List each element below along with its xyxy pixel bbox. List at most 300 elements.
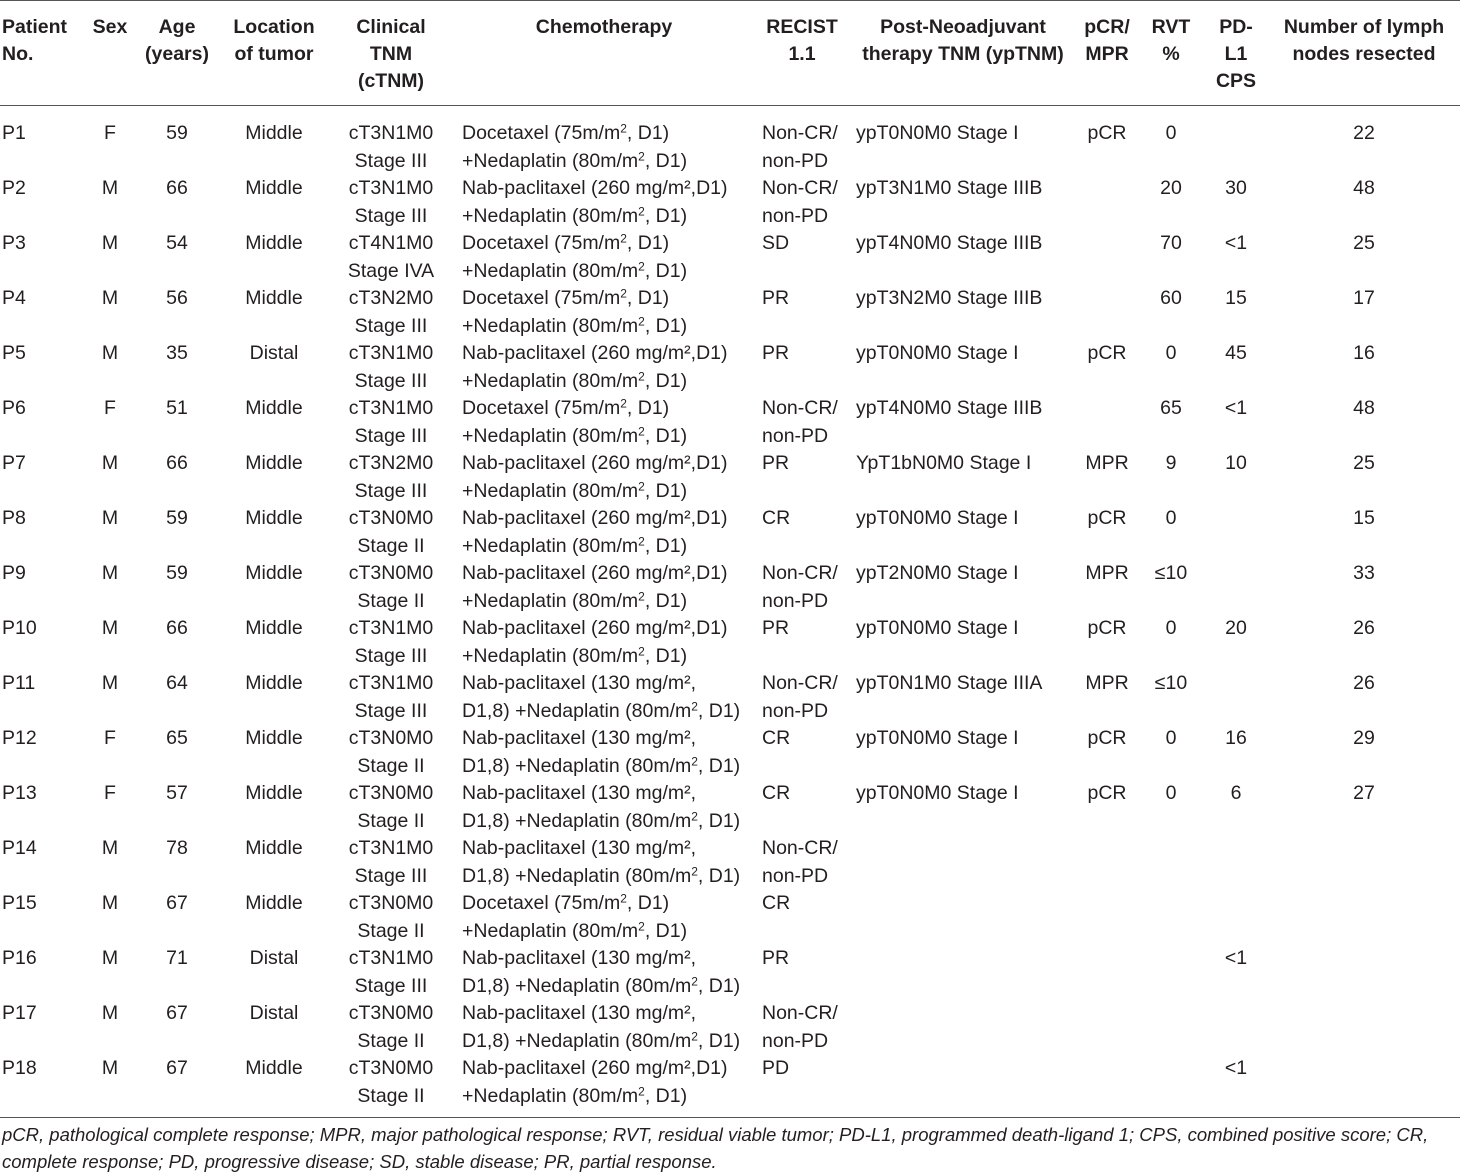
location-cell: Middle: [245, 507, 303, 529]
chemotherapy-line: [462, 835, 754, 863]
chemotherapy-line: [462, 368, 754, 396]
superscript: 2: [691, 863, 698, 878]
table-row: [0, 395, 1460, 450]
chemotherapy-text: , D1): [697, 864, 741, 887]
superscript: 2: [638, 203, 645, 218]
chemotherapy-text: +Nedaplatin (80m/m: [462, 919, 639, 942]
superscript: 2: [638, 313, 645, 328]
superscript: 2: [620, 121, 627, 136]
chemotherapy-text: +Nedaplatin (80m/m: [462, 149, 639, 172]
patient-cell: P10: [2, 617, 37, 639]
recist-cell-line: non-PD: [762, 149, 829, 172]
recist-cell-line: Non-CR/: [762, 672, 838, 694]
chemotherapy-line: [462, 890, 754, 918]
recist-cell: [754, 175, 850, 230]
ctnm-cell: [328, 1055, 454, 1118]
age-cell: 67: [166, 1057, 188, 1079]
pdl1-cps-cell: [1204, 890, 1268, 945]
sex-cell: M: [101, 342, 119, 364]
ctnm-cell-line: Stage III: [354, 314, 428, 337]
patient-cell: P8: [2, 507, 26, 529]
pdl1-cps-cell: 16: [1225, 727, 1247, 749]
recist-cell-line: PR: [762, 452, 790, 474]
ctnm-cell: [328, 615, 454, 670]
chemotherapy-text: , D1): [644, 589, 688, 612]
ctnm-cell-line: cT3N0M0: [348, 892, 434, 914]
ctnm-cell-line: Stage II: [357, 919, 425, 942]
ctnm-cell-line: cT3N1M0: [348, 342, 434, 364]
recist-cell-line: non-PD: [762, 204, 829, 227]
chemotherapy-cell: [454, 505, 754, 560]
patient-cell: P7: [2, 452, 26, 474]
ctnm-cell-line: cT3N1M0: [348, 672, 434, 694]
patient-cell: P4: [2, 287, 26, 309]
sex-cell: F: [104, 727, 116, 749]
sex-cell: M: [101, 507, 119, 529]
column-header: Post-Neoadjuvant therapy TNM (ypTNM): [862, 16, 1064, 65]
pdl1-cps-cell: 30: [1225, 177, 1247, 199]
yptnm-cell: ypT3N1M0 Stage IIIB: [856, 177, 1043, 199]
chemotherapy-text: , D1): [626, 232, 670, 254]
chemotherapy-line: [462, 395, 754, 423]
patient-cell: P6: [2, 397, 26, 419]
chemotherapy-cell: [454, 230, 754, 285]
age-cell: 67: [166, 1002, 188, 1024]
ctnm-cell-line: cT3N2M0: [348, 452, 434, 474]
chemotherapy-text: Nab-paclitaxel (260 mg/m²,D1): [462, 177, 728, 199]
sex-cell: M: [101, 562, 119, 584]
rvt-cell: [1138, 1055, 1204, 1118]
sex-cell: F: [104, 782, 116, 804]
ctnm-cell: [328, 505, 454, 560]
recist-cell: [754, 505, 850, 560]
chemotherapy-text: , D1): [626, 287, 670, 309]
chemotherapy-cell: [454, 780, 754, 835]
table-row: [0, 505, 1460, 560]
ctnm-cell: [328, 835, 454, 890]
age-cell: 66: [166, 452, 188, 474]
recist-cell-line: Non-CR/: [762, 1002, 838, 1024]
chemotherapy-text: , D1): [644, 479, 688, 502]
chemotherapy-line: [462, 1000, 754, 1028]
recist-cell: [754, 1055, 850, 1118]
lymph-nodes-cell: 22: [1353, 122, 1375, 144]
ctnm-cell: [328, 395, 454, 450]
superscript: 2: [691, 808, 698, 823]
chemotherapy-line: [462, 643, 754, 671]
recist-cell-line: Non-CR/: [762, 837, 838, 859]
lymph-nodes-cell: 25: [1353, 452, 1375, 474]
chemotherapy-line: [462, 423, 754, 451]
sex-cell: M: [101, 1002, 119, 1024]
pdl1-cps-cell: <1: [1224, 947, 1248, 969]
rvt-cell: ≤10: [1154, 672, 1188, 694]
sex-cell: M: [101, 1057, 119, 1079]
chemotherapy-text: Docetaxel (75m/m: [462, 892, 621, 914]
ctnm-cell: [328, 560, 454, 615]
sex-cell: M: [101, 452, 119, 474]
recist-cell-line: PR: [762, 342, 790, 364]
pcr-mpr-cell: pCR: [1087, 727, 1127, 749]
pdl1-cps-cell: 45: [1225, 342, 1247, 364]
recist-cell-line: non-PD: [762, 699, 829, 722]
ctnm-cell-line: cT3N1M0: [348, 397, 434, 419]
chemotherapy-line: [462, 148, 754, 176]
pcr-mpr-cell: [1076, 890, 1138, 945]
sex-cell: M: [101, 617, 119, 639]
superscript: 2: [638, 478, 645, 493]
recist-cell: [754, 890, 850, 945]
chemotherapy-text: +Nedaplatin (80m/m: [462, 424, 639, 447]
lymph-nodes-cell: 48: [1353, 177, 1375, 199]
rvt-cell: 0: [1165, 727, 1177, 749]
pdl1-cps-cell: 10: [1225, 452, 1247, 474]
recist-cell: [754, 1000, 850, 1055]
chemotherapy-text: , D1): [626, 397, 670, 419]
recist-cell: [754, 945, 850, 1000]
recist-cell-line: Non-CR/: [762, 397, 838, 419]
pdl1-cps-cell: [1204, 560, 1268, 615]
lymph-nodes-cell: [1268, 945, 1460, 1000]
pcr-mpr-cell: pCR: [1087, 122, 1127, 144]
pcr-mpr-cell: pCR: [1087, 342, 1127, 364]
chemotherapy-text: , D1): [697, 699, 741, 722]
chemotherapy-cell: [454, 285, 754, 340]
ctnm-cell-line: Stage II: [357, 1029, 425, 1052]
rvt-cell: 0: [1165, 342, 1177, 364]
rvt-cell: [1138, 890, 1204, 945]
ctnm-cell-line: Stage III: [354, 369, 428, 392]
chemotherapy-line: [462, 505, 754, 533]
superscript: 2: [638, 643, 645, 658]
recist-cell-line: CR: [762, 727, 791, 749]
ctnm-cell-line: cT3N0M0: [348, 1002, 434, 1024]
yptnm-cell: ypT0N0M0 Stage I: [856, 617, 1019, 639]
recist-cell: [754, 670, 850, 725]
table-row: [0, 450, 1460, 505]
chemotherapy-text: Nab-paclitaxel (260 mg/m²,D1): [462, 617, 728, 639]
chemotherapy-line: [462, 560, 754, 588]
chemotherapy-cell: [454, 450, 754, 505]
table-row: [0, 615, 1460, 670]
age-cell: 65: [166, 727, 188, 749]
rvt-cell: 20: [1160, 177, 1182, 199]
yptnm-cell: ypT0N1M0 Stage IIIA: [856, 672, 1043, 694]
superscript: 2: [691, 698, 698, 713]
patient-cell: P5: [2, 342, 26, 364]
chemotherapy-text: +Nedaplatin (80m/m: [462, 644, 639, 667]
ctnm-cell: [328, 340, 454, 395]
superscript: 2: [691, 1028, 698, 1043]
superscript: 2: [638, 258, 645, 273]
chemotherapy-text: D1,8) +Nedaplatin (80m/m: [462, 864, 692, 887]
chemotherapy-text: D1,8) +Nedaplatin (80m/m: [462, 754, 692, 777]
chemotherapy-text: D1,8) +Nedaplatin (80m/m: [462, 809, 692, 832]
location-cell: Middle: [245, 1057, 303, 1079]
location-cell: Middle: [245, 672, 303, 694]
recist-cell: [754, 560, 850, 615]
sex-cell: M: [101, 837, 119, 859]
location-cell: Middle: [245, 122, 303, 144]
chemotherapy-line: [462, 753, 754, 781]
recist-cell-line: SD: [762, 232, 790, 254]
superscript: 2: [691, 753, 698, 768]
ctnm-cell-line: cT3N0M0: [348, 1057, 434, 1079]
chemotherapy-line: [462, 808, 754, 836]
ctnm-cell-line: Stage III: [354, 974, 428, 997]
chemotherapy-cell: [454, 175, 754, 230]
age-cell: 51: [166, 397, 188, 419]
chemotherapy-text: Nab-paclitaxel (260 mg/m²,D1): [462, 507, 728, 529]
chemotherapy-cell: [454, 615, 754, 670]
chemotherapy-cell: [454, 945, 754, 1000]
location-cell: Middle: [245, 397, 303, 419]
age-cell: 56: [166, 287, 188, 309]
chemotherapy-text: , D1): [644, 534, 688, 557]
pdl1-cps-cell: <1: [1224, 232, 1248, 254]
ctnm-cell-line: Stage II: [357, 754, 425, 777]
rvt-cell: 0: [1165, 507, 1177, 529]
recist-cell: [754, 106, 850, 176]
ctnm-cell: [328, 945, 454, 1000]
rvt-cell: [1138, 835, 1204, 890]
patient-cell: P15: [2, 892, 37, 914]
lymph-nodes-cell: 33: [1353, 562, 1375, 584]
pcr-mpr-cell: [1076, 395, 1138, 450]
sex-cell: M: [101, 287, 119, 309]
chemotherapy-text: Nab-paclitaxel (260 mg/m²,D1): [462, 342, 728, 364]
patient-cell: P14: [2, 837, 37, 859]
column-header: Chemotherapy: [535, 16, 673, 38]
location-cell: Middle: [245, 617, 303, 639]
table-row: [0, 725, 1460, 780]
patient-cell: P9: [2, 562, 26, 584]
rvt-cell: [1138, 1000, 1204, 1055]
ctnm-cell-line: Stage III: [354, 424, 428, 447]
ctnm-cell-line: cT3N1M0: [348, 617, 434, 639]
chemotherapy-text: D1,8) +Nedaplatin (80m/m: [462, 1029, 692, 1052]
recist-cell: [754, 615, 850, 670]
column-header: pCR/ MPR: [1084, 16, 1130, 65]
patient-cell: P18: [2, 1057, 37, 1079]
table-row: [0, 340, 1460, 395]
rvt-cell: [1138, 945, 1204, 1000]
chemotherapy-text: D1,8) +Nedaplatin (80m/m: [462, 974, 692, 997]
pdl1-cps-cell: [1204, 1000, 1268, 1055]
recist-cell: [754, 780, 850, 835]
chemotherapy-text: Nab-paclitaxel (130 mg/m²,: [462, 1002, 697, 1024]
chemotherapy-line: [462, 450, 754, 478]
pcr-mpr-cell: [1076, 1055, 1138, 1118]
superscript: 2: [638, 1083, 645, 1098]
location-cell: Middle: [245, 562, 303, 584]
chemotherapy-text: Nab-paclitaxel (260 mg/m²,D1): [462, 562, 728, 584]
chemotherapy-text: +Nedaplatin (80m/m: [462, 314, 639, 337]
chemotherapy-line: [462, 945, 754, 973]
chemotherapy-line: [462, 780, 754, 808]
pcr-mpr-cell: [1076, 230, 1138, 285]
location-cell: Middle: [245, 177, 303, 199]
lymph-nodes-cell: 48: [1353, 397, 1375, 419]
age-cell: 35: [166, 342, 188, 364]
pcr-mpr-cell: MPR: [1085, 562, 1129, 584]
pcr-mpr-cell: [1076, 285, 1138, 340]
pdl1-cps-cell: 15: [1225, 287, 1247, 309]
chemotherapy-text: , D1): [644, 644, 688, 667]
yptnm-cell: ypT2N0M0 Stage I: [856, 562, 1019, 584]
lymph-nodes-cell: 26: [1353, 672, 1375, 694]
chemotherapy-cell: [454, 670, 754, 725]
ctnm-cell: [328, 780, 454, 835]
chemotherapy-text: +Nedaplatin (80m/m: [462, 259, 639, 282]
chemotherapy-text: Nab-paclitaxel (130 mg/m²,: [462, 947, 697, 969]
ctnm-cell-line: Stage III: [354, 204, 428, 227]
pcr-mpr-cell: pCR: [1087, 617, 1127, 639]
ctnm-cell-line: Stage II: [357, 1084, 425, 1107]
chemotherapy-text: Docetaxel (75m/m: [462, 122, 621, 144]
ctnm-cell-line: Stage III: [354, 699, 428, 722]
rvt-cell: 60: [1160, 287, 1182, 309]
lymph-nodes-cell: [1268, 1000, 1460, 1055]
lymph-nodes-cell: 15: [1353, 507, 1375, 529]
chemotherapy-line: [462, 918, 754, 946]
chemotherapy-line: [462, 1028, 754, 1056]
chemotherapy-text: Nab-paclitaxel (130 mg/m²,: [462, 727, 697, 749]
yptnm-cell: ypT0N0M0 Stage I: [856, 727, 1019, 749]
column-header: Sex: [92, 16, 128, 38]
table-row: [0, 670, 1460, 725]
superscript: 2: [620, 231, 627, 246]
recist-cell: [754, 450, 850, 505]
ctnm-cell-line: Stage III: [354, 864, 428, 887]
chemotherapy-text: , D1): [644, 369, 688, 392]
table-row: [0, 106, 1460, 176]
pdl1-cps-cell: [1204, 670, 1268, 725]
superscript: 2: [620, 396, 627, 411]
table-header: [0, 1, 1460, 106]
chemotherapy-line: [462, 313, 754, 341]
pdl1-cps-cell: [1204, 106, 1268, 176]
ctnm-cell: [328, 1000, 454, 1055]
recist-cell-line: CR: [762, 892, 791, 914]
sex-cell: M: [101, 177, 119, 199]
chemotherapy-cell: [454, 560, 754, 615]
superscript: 2: [638, 368, 645, 383]
location-cell: Middle: [245, 782, 303, 804]
table-row: [0, 230, 1460, 285]
superscript: 2: [620, 891, 627, 906]
recist-cell: [754, 340, 850, 395]
age-cell: 71: [166, 947, 188, 969]
ctnm-cell-line: cT3N0M0: [348, 507, 434, 529]
chemotherapy-line: [462, 478, 754, 506]
recist-cell-line: PR: [762, 947, 790, 969]
recist-cell: [754, 725, 850, 780]
chemotherapy-text: Nab-paclitaxel (130 mg/m²,: [462, 782, 697, 804]
table-row: [0, 945, 1460, 1000]
superscript: 2: [638, 918, 645, 933]
column-header: RECIST 1.1: [766, 16, 838, 65]
rvt-cell: 0: [1165, 617, 1177, 639]
ctnm-cell-line: Stage IVA: [347, 259, 435, 282]
chemotherapy-line: [462, 230, 754, 258]
chemotherapy-line: [462, 340, 754, 368]
recist-cell-line: Non-CR/: [762, 177, 838, 199]
ctnm-cell-line: cT3N1M0: [348, 837, 434, 859]
column-header: Number of lymph nodes resected: [1283, 16, 1445, 65]
table-row: [0, 175, 1460, 230]
chemotherapy-cell: [454, 340, 754, 395]
pcr-mpr-cell: [1076, 835, 1138, 890]
chemotherapy-line: [462, 1055, 754, 1083]
chemotherapy-line: [462, 588, 754, 616]
pcr-mpr-cell: [1076, 175, 1138, 230]
ctnm-cell: [328, 890, 454, 945]
yptnm-cell: ypT0N0M0 Stage I: [856, 782, 1019, 804]
patient-cell: P1: [2, 122, 26, 144]
column-header: RVT %: [1151, 16, 1191, 65]
pdl1-cps-cell: 20: [1225, 617, 1247, 639]
age-cell: 64: [166, 672, 188, 694]
superscript: 2: [638, 533, 645, 548]
lymph-nodes-cell: 26: [1353, 617, 1375, 639]
patient-cell: P11: [2, 672, 36, 694]
chemotherapy-cell: [454, 725, 754, 780]
ctnm-cell-line: cT3N0M0: [348, 727, 434, 749]
chemotherapy-text: , D1): [626, 122, 670, 144]
recist-cell-line: CR: [762, 782, 791, 804]
table-footnote: pCR, pathological complete response; MPR, major pathological response; RVT, residual viable tumor; PD-L1, programmed death-ligand 1; CPS, combined positive score; CR, complete response; PD, progressive disease; SD, stable disease; PR, partial response.: [2, 1124, 1429, 1172]
chemotherapy-cell: [454, 890, 754, 945]
yptnm-cell: [850, 945, 1076, 1000]
yptnm-cell: [850, 835, 1076, 890]
location-cell: Distal: [249, 1002, 299, 1024]
superscript: 2: [638, 148, 645, 163]
chemotherapy-line: [462, 863, 754, 891]
ctnm-cell-line: Stage III: [354, 149, 428, 172]
location-cell: Middle: [245, 232, 303, 254]
recist-cell-line: non-PD: [762, 864, 829, 887]
superscript: 2: [638, 423, 645, 438]
yptnm-cell: [850, 1055, 1076, 1118]
ctnm-cell-line: Stage III: [354, 644, 428, 667]
location-cell: Middle: [245, 837, 303, 859]
chemotherapy-cell: [454, 835, 754, 890]
ctnm-cell-line: Stage III: [354, 479, 428, 502]
table-row: [0, 835, 1460, 890]
rvt-cell: ≤10: [1154, 562, 1188, 584]
patient-cell: P3: [2, 232, 26, 254]
ctnm-cell-line: cT3N0M0: [348, 562, 434, 584]
chemotherapy-line: [462, 203, 754, 231]
superscript: 2: [620, 286, 627, 301]
pdl1-cps-cell: 6: [1230, 782, 1242, 804]
age-cell: 59: [166, 122, 188, 144]
rvt-cell: 70: [1160, 232, 1182, 254]
recist-cell-line: CR: [762, 507, 791, 529]
chemotherapy-cell: [454, 395, 754, 450]
chemotherapy-line: [462, 285, 754, 313]
ctnm-cell: [328, 450, 454, 505]
chemotherapy-text: Nab-paclitaxel (260 mg/m²,D1): [462, 1057, 728, 1079]
rvt-cell: 65: [1160, 397, 1182, 419]
patient-cell: P16: [2, 947, 37, 969]
chemotherapy-text: +Nedaplatin (80m/m: [462, 204, 639, 227]
age-cell: 59: [166, 507, 188, 529]
rvt-cell: 9: [1165, 452, 1177, 474]
recist-cell-line: non-PD: [762, 589, 829, 612]
chemotherapy-text: Nab-paclitaxel (260 mg/m²,D1): [462, 452, 728, 474]
